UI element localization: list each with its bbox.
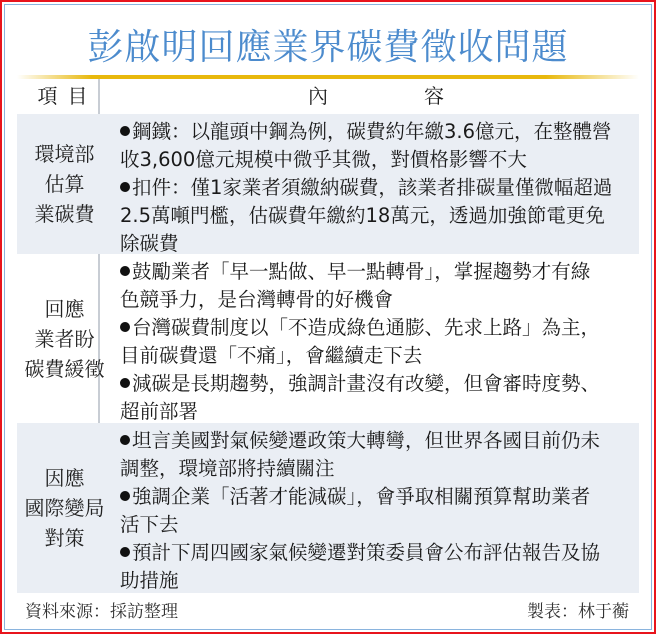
bullet-line: 除碳費	[120, 232, 179, 255]
row-label	[17, 423, 112, 593]
bullet-line: 強調企業「活著才能減碳」，會爭取相關預算幫助業者	[132, 485, 591, 508]
bullet-line: 收3,600億元規模中微乎其微，對價格影響不大	[120, 148, 527, 171]
bullet-dot-icon	[120, 266, 130, 276]
bullet-line: 台灣碳費制度以「不造成綠色通膨、先求上路」為主，	[132, 316, 601, 339]
row-label-line: 業者盼	[34, 326, 95, 351]
bullet-line: 坦言美國對氣候變遷政策大轉彎，但世界各國目前仍未	[132, 429, 601, 452]
author-credit: 製表：林于蘅	[527, 602, 629, 622]
bullet-line: 助措施	[120, 569, 179, 592]
bullet-item	[120, 174, 631, 258]
row-content	[112, 423, 639, 593]
bullet-line: 調整，環境部將持續關注	[120, 457, 335, 480]
header-content-char-1: 內	[308, 84, 328, 108]
row-content	[112, 254, 639, 423]
row-label-line: 回應	[44, 296, 85, 321]
bullet-line: 色競爭力，是台灣轉骨的好機會	[120, 288, 394, 311]
row-label-line: 業碳費	[34, 202, 95, 226]
bullet-dot-icon	[120, 378, 130, 388]
header-content	[112, 79, 639, 114]
header-item: 項目	[37, 84, 98, 108]
row-label-line: 環境部	[34, 142, 95, 166]
bullet-line: 減碳是長期趨勢，強調計畫沒有改變，但會審時度勢、	[132, 372, 601, 395]
row-label-line: 國際變局	[24, 496, 105, 520]
table-header	[17, 79, 639, 114]
bullet-item	[120, 539, 631, 595]
row-label	[17, 254, 112, 423]
footer	[17, 597, 639, 627]
bullet-line: 鋼鐵：以龍頭中鋼為例，碳費約年繳3.6億元，在整體營	[132, 120, 612, 143]
page-title: 彭啟明回應業界碳費徵收問題	[87, 27, 569, 68]
bullet-line: 2.5萬噸門檻，估碳費年繳約18萬元，透過加強節電更免	[120, 204, 605, 227]
bullet-item	[120, 118, 631, 174]
bullet-line: 目前碳費還「不痛」，會繼續走下去	[120, 344, 423, 367]
bullet-line: 超前部署	[120, 400, 199, 423]
inner-frame	[4, 4, 652, 630]
table-row	[17, 423, 639, 593]
info-table	[17, 79, 639, 593]
bullet-line: 扣件：僅1家業者須繳納碳費，該業者排碳量僅微幅超過	[132, 176, 613, 199]
table-row	[17, 114, 639, 254]
row-label-line: 碳費緩徵	[24, 356, 105, 381]
bullet-dot-icon	[120, 182, 130, 192]
bullet-line: 活下去	[120, 513, 179, 536]
bullet-dot-icon	[120, 547, 130, 557]
bullet-dot-icon	[120, 491, 130, 501]
header-content-char-2: 容	[424, 84, 444, 108]
bullet-item	[120, 483, 631, 539]
bullet-line: 鼓勵業者「早一點做、早一點轉骨」，掌握趨勢才有綠	[132, 260, 591, 283]
bullet-item	[120, 370, 631, 426]
bullet-dot-icon	[120, 322, 130, 332]
row-label-line: 因應	[44, 466, 85, 490]
row-label-line: 對策	[44, 526, 85, 550]
bullet-item	[120, 258, 631, 314]
table-row	[17, 254, 639, 423]
row-label	[17, 114, 112, 254]
row-content	[112, 114, 639, 254]
row-label-line: 估算	[44, 172, 85, 196]
bullet-item	[120, 427, 631, 483]
source-note: 資料來源：採訪整理	[25, 602, 178, 622]
bullet-line: 預計下周四國家氣候變遷對策委員會公布評估報告及協	[132, 541, 601, 564]
bullet-dot-icon	[120, 126, 130, 136]
bullet-dot-icon	[120, 435, 130, 445]
bullet-item	[120, 314, 631, 370]
